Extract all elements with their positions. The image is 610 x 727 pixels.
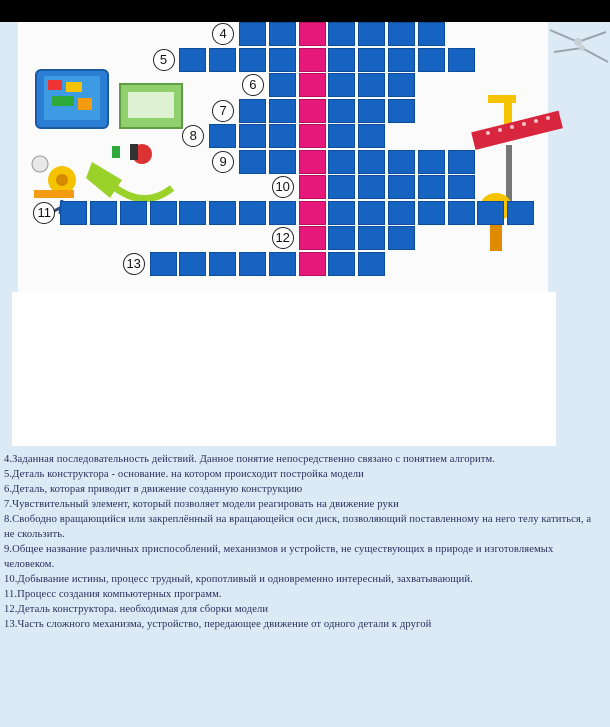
answer-cell[interactable] <box>239 201 266 225</box>
answer-cell[interactable] <box>269 201 296 225</box>
answer-cell[interactable] <box>120 201 147 225</box>
clue-9: 9.Общее название различных приспособлений, механизмов и устройств, не существующих в природе и изготовляемых человеком. <box>4 544 554 570</box>
answer-cell[interactable] <box>358 124 385 148</box>
answer-cell[interactable] <box>388 201 415 225</box>
answer-cell[interactable] <box>328 150 355 174</box>
answer-cell[interactable] <box>150 252 177 276</box>
answer-cell[interactable] <box>60 201 87 225</box>
blank-answer-area <box>12 292 556 446</box>
answer-cell[interactable] <box>418 22 445 46</box>
answer-cell[interactable] <box>239 150 266 174</box>
answer-cell[interactable] <box>388 150 415 174</box>
answer-cell[interactable] <box>179 252 206 276</box>
clue-number-5: 5 <box>153 49 175 71</box>
answer-cell[interactable] <box>388 22 415 46</box>
answer-cell[interactable] <box>507 201 534 225</box>
answer-cell[interactable] <box>388 226 415 250</box>
clue-number-9: 9 <box>212 151 234 173</box>
keyword-cell[interactable] <box>299 48 326 72</box>
answer-cell[interactable] <box>328 226 355 250</box>
clue-6: 6.Деталь, которая приводит в движение созданную конструкцию <box>4 484 303 495</box>
answer-cell[interactable] <box>269 22 296 46</box>
clue-4: 4.Заданная последовательность действий. Данное понятие непосредственно связано с понятием алгоритм. <box>4 454 496 465</box>
clue-12: 12.Деталь конструктора. необходимая для сборки модели <box>4 604 269 615</box>
answer-cell[interactable] <box>328 73 355 97</box>
answer-cell[interactable] <box>418 201 445 225</box>
answer-cell[interactable] <box>418 150 445 174</box>
answer-cell[interactable] <box>328 22 355 46</box>
clue-number-4: 4 <box>212 23 234 45</box>
answer-cell[interactable] <box>418 48 445 72</box>
clue-number-11: 11 <box>33 202 55 224</box>
answer-cell[interactable] <box>388 48 415 72</box>
answer-cell[interactable] <box>239 48 266 72</box>
answer-cell[interactable] <box>209 48 236 72</box>
answer-cell[interactable] <box>209 201 236 225</box>
answer-cell[interactable] <box>90 201 117 225</box>
answer-cell[interactable] <box>269 99 296 123</box>
answer-cell[interactable] <box>358 99 385 123</box>
answer-cell[interactable] <box>358 252 385 276</box>
answer-cell[interactable] <box>358 150 385 174</box>
answer-cell[interactable] <box>269 150 296 174</box>
answer-cell[interactable] <box>328 175 355 199</box>
clue-number-8: 8 <box>182 125 204 147</box>
answer-cell[interactable] <box>239 22 266 46</box>
answer-cell[interactable] <box>239 124 266 148</box>
answer-cell[interactable] <box>358 73 385 97</box>
answer-cell[interactable] <box>150 201 177 225</box>
clue-7: 7.Чувствительный элемент, который позволяет модели реагировать на движение руки <box>4 499 399 510</box>
answer-cell[interactable] <box>358 22 385 46</box>
keyword-cell[interactable] <box>299 150 326 174</box>
answer-cell[interactable] <box>209 124 236 148</box>
answer-cell[interactable] <box>328 201 355 225</box>
answer-cell[interactable] <box>358 175 385 199</box>
answer-cell[interactable] <box>179 201 206 225</box>
answer-cell[interactable] <box>269 48 296 72</box>
keyword-cell[interactable] <box>299 22 326 46</box>
keyword-cell[interactable] <box>299 252 326 276</box>
keyword-cell[interactable] <box>299 226 326 250</box>
answer-cell[interactable] <box>418 175 445 199</box>
answer-cell[interactable] <box>388 175 415 199</box>
answer-cell[interactable] <box>358 48 385 72</box>
clue-number-6: 6 <box>242 74 264 96</box>
clue-number-13: 13 <box>123 253 145 275</box>
clue-number-12: 12 <box>272 227 294 249</box>
answer-cell[interactable] <box>239 99 266 123</box>
answer-cell[interactable] <box>448 201 475 225</box>
clue-5: 5.Деталь конструктора - основание. на котором происходит постройка модели <box>4 469 364 480</box>
clue-8: 8.Свободно вращающийся или закреплённый на вращающейся оси диск, позволяющий поставленному на него телу катиться, а не скользить. <box>4 514 592 540</box>
keyword-cell[interactable] <box>299 175 326 199</box>
clue-13: 13.Часть сложного механизма, устройство, передающее движение от одного детали к другой <box>4 619 432 630</box>
answer-cell[interactable] <box>328 124 355 148</box>
answer-cell[interactable] <box>269 252 296 276</box>
crossword-grid <box>0 22 610 322</box>
answer-cell[interactable] <box>179 48 206 72</box>
answer-cell[interactable] <box>388 99 415 123</box>
keyword-cell[interactable] <box>299 124 326 148</box>
clue-number-10: 10 <box>272 176 294 198</box>
worksheet <box>0 22 610 727</box>
clue-number-7: 7 <box>212 100 234 122</box>
keyword-cell[interactable] <box>299 99 326 123</box>
answer-cell[interactable] <box>269 73 296 97</box>
answer-cell[interactable] <box>358 201 385 225</box>
answer-cell[interactable] <box>448 175 475 199</box>
answer-cell[interactable] <box>448 150 475 174</box>
keyword-cell[interactable] <box>299 201 326 225</box>
clue-list <box>4 452 604 632</box>
answer-cell[interactable] <box>477 201 504 225</box>
answer-cell[interactable] <box>388 73 415 97</box>
answer-cell[interactable] <box>209 252 236 276</box>
clue-10: 10.Добывание истины, процесс трудный, кропотливый и одновременно интересный, захватывающий. <box>4 574 473 585</box>
answer-cell[interactable] <box>328 48 355 72</box>
clue-11: 11.Процесс создания компьютерных программ. <box>4 589 222 600</box>
answer-cell[interactable] <box>328 252 355 276</box>
answer-cell[interactable] <box>269 124 296 148</box>
answer-cell[interactable] <box>328 99 355 123</box>
keyword-cell[interactable] <box>299 73 326 97</box>
answer-cell[interactable] <box>239 252 266 276</box>
answer-cell[interactable] <box>448 48 475 72</box>
answer-cell[interactable] <box>358 226 385 250</box>
